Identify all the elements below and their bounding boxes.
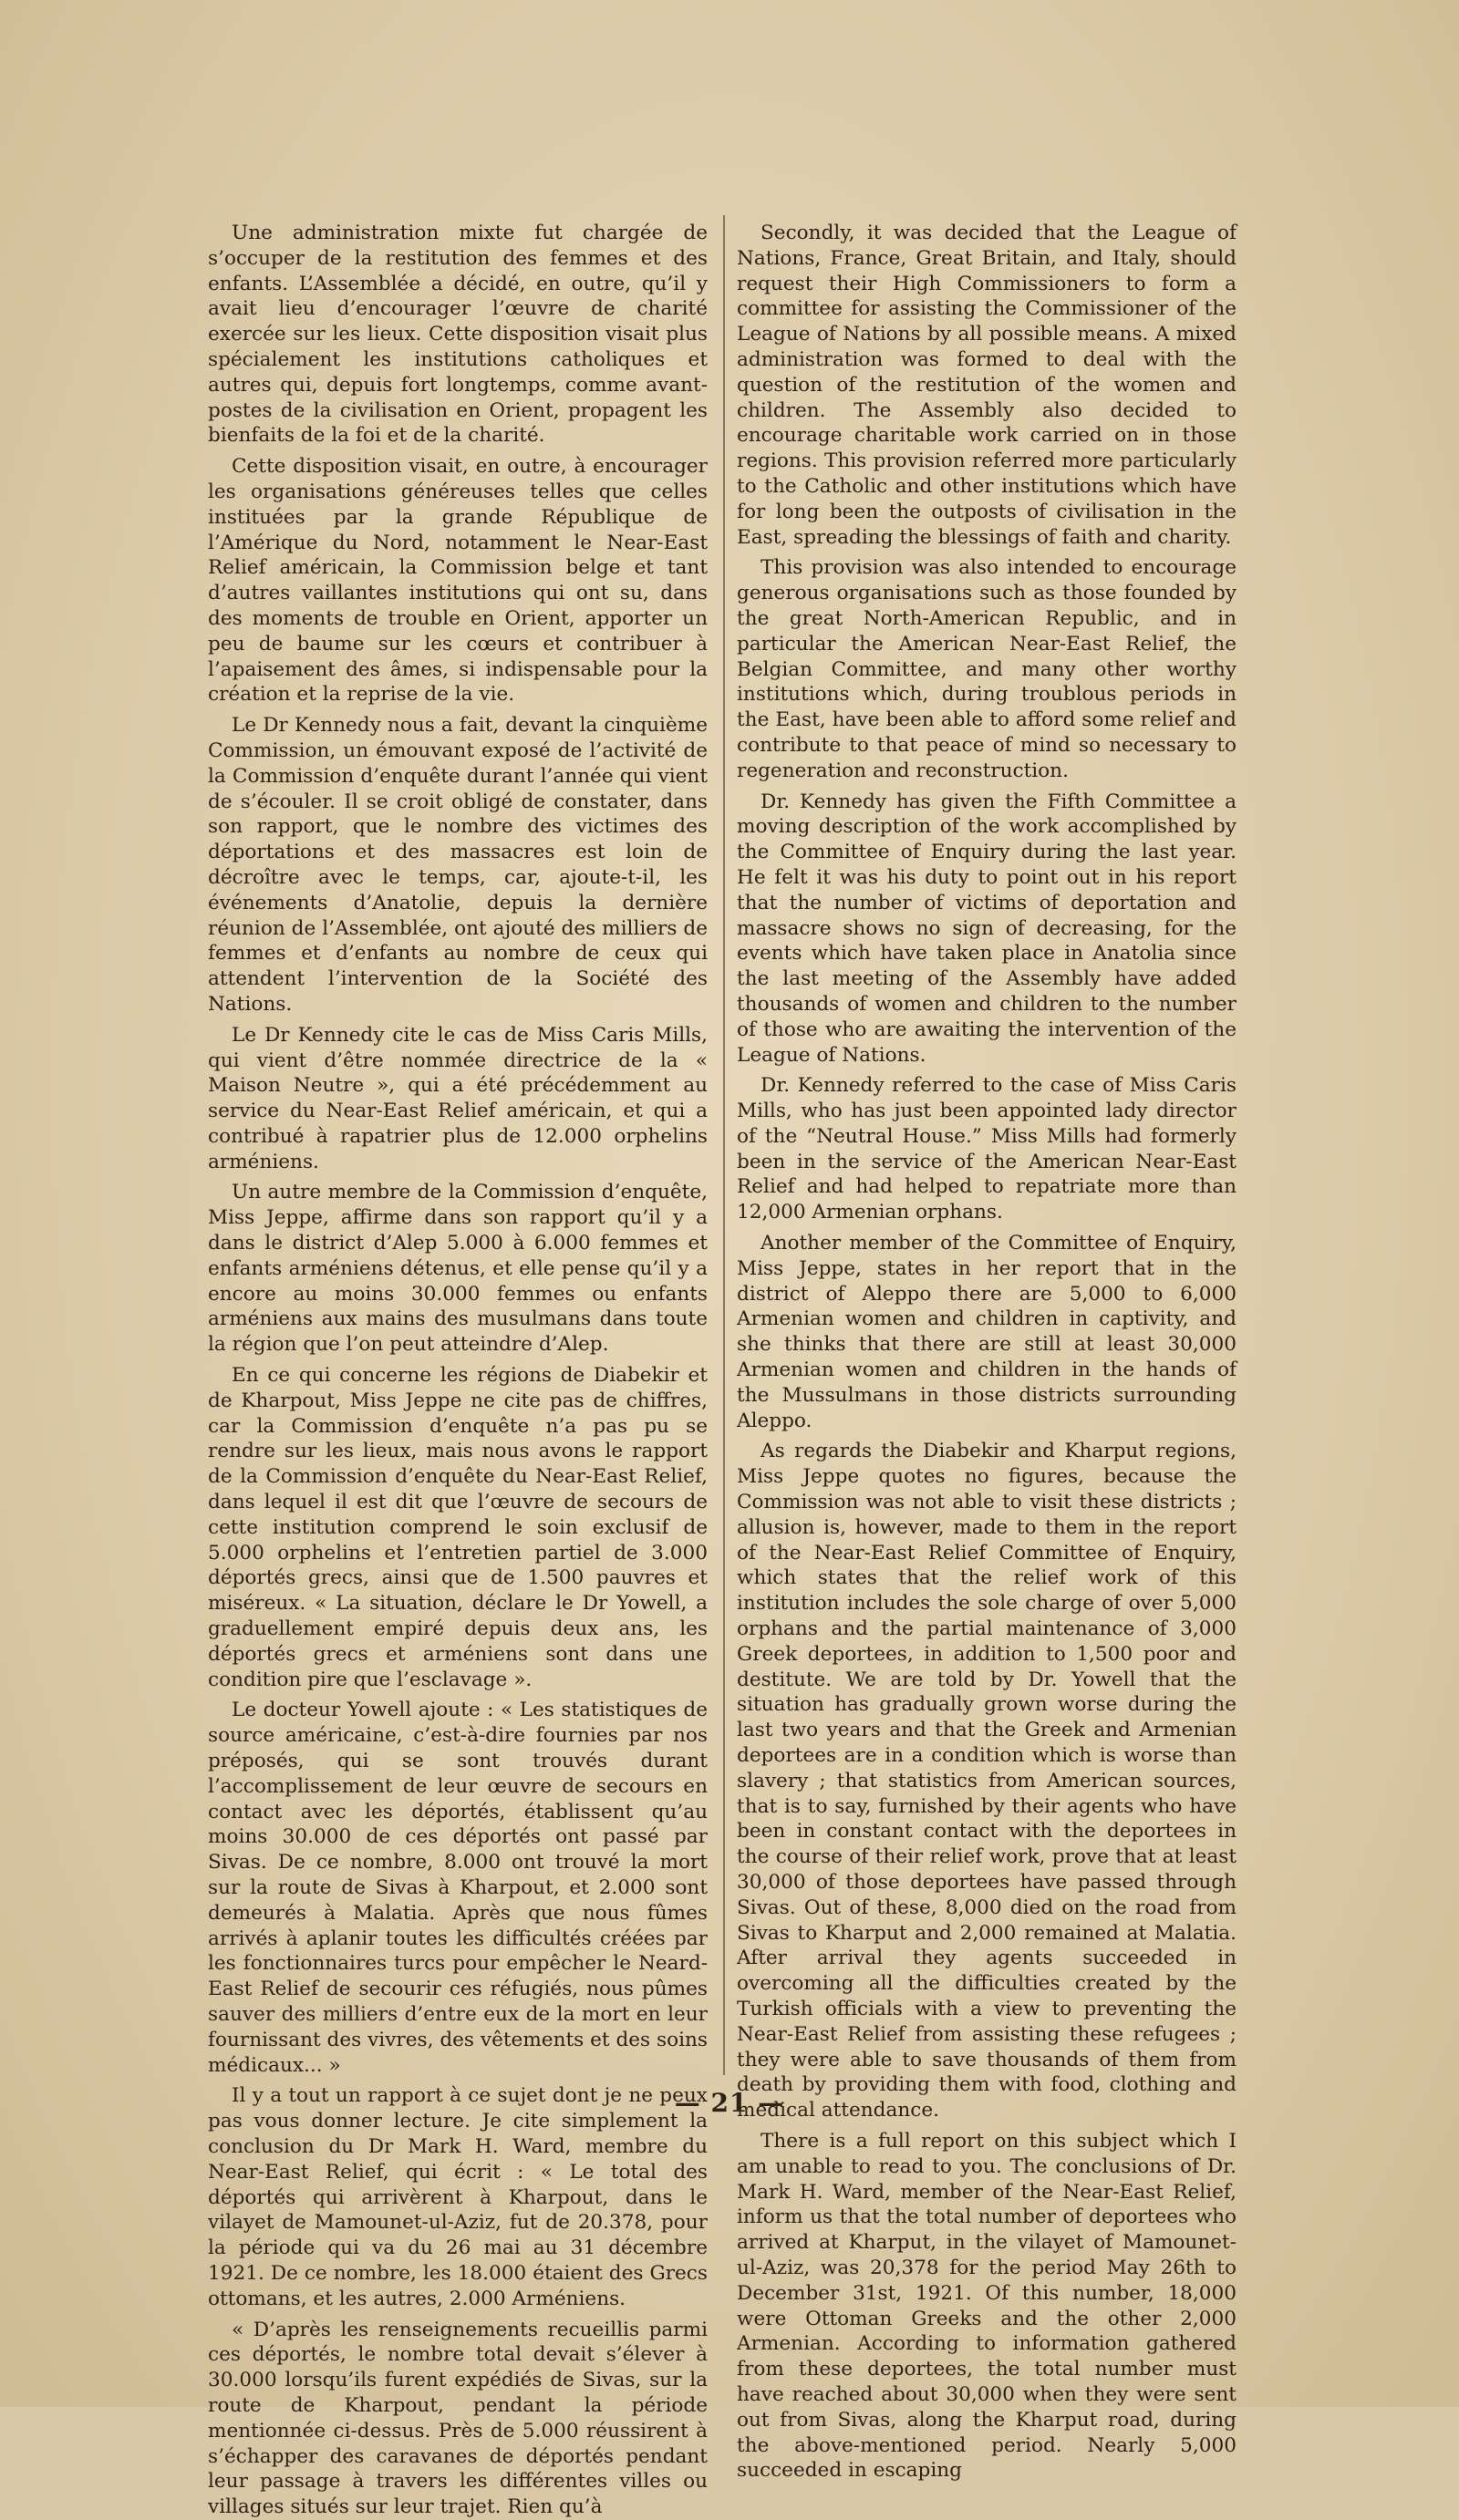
french-paragraph-4: Le Dr Kennedy cite le cas de Miss Caris Mills, qui vient d’être nommée directrice de la « Maison Neutre », qui a été précédemment au service du Near-East Relief américain, et qui a contribué à rapatrier plus de 12.000 orphelins arméniens. bbox=[208, 1023, 708, 1173]
english-paragraph-2: This provision was also intended to encourage generous organisations such as those founded by the great North-American Republic, and in particular the American Near-East Relief, the Belgian Committee, and many other worthy institutions which, during troublous periods in the East, have been able to afford some relief and contribute to that peace of mind so necessary to regeneration and reconstruction. bbox=[737, 556, 1237, 782]
french-paragraph-1: Une administration mixte fut chargée de s’occuper de la restitution des femmes et des enfants. L’Assemblée a décidé, en outre, qu’il y avait lieu d’encourager l’œuvre de charité exercée sur les lieux. Cette disposition visait plus spécialement les institutions catholiques et autres qui, depuis fort longtemps, comme avant-postes de la civilisation en Orient, propagent les bienfaits de la foi et de la charité. bbox=[208, 222, 708, 448]
french-paragraph-7: Le docteur Yowell ajoute : « Les statistiques de source américaine, c’est-à-dire fournies par nos préposés, qui se sont trouvés durant l’accomplissement de leur œuvre de secours en contact avec les déportés, établissent qu’au moins 30.000 de ces déportés ont passé par Sivas. De ce nombre, 8.000 ont trouvé la mort sur la route de Sivas à Kharpout, et 2.000 sont demeurés à Malatia. Après que nous fûmes arrivés à aplanir toutes les difficultés créées par les fonctionnaires turcs pour empêcher le Neard-East Relief de secourir ces réfugiés, nous pûmes sauver des milliers d’entre eux de la mort en leur fournissant des vivres, des vêtements et des soins médicaux... » bbox=[208, 1699, 708, 2077]
english-column bbox=[737, 221, 1237, 2483]
english-paragraph-1: Secondly, it was decided that the League of Nations, France, Great Britain, and Italy, should request their High Commissioners to form a committee for assisting the Commissioner of the League of Nations by all possible means. A mixed administration was formed to deal with the question of the restitution of the women and children. The Assembly also decided to encourage charitable work carried on in those regions. This provision referred more particularly to the Catholic and other institutions which have for long been the outposts of civilisation in the East, spreading the blessings of faith and charity. bbox=[737, 222, 1237, 549]
french-paragraph-8: Il y a tout un rapport à ce sujet dont je ne peux pas vous donner lecture. Je cite simplement la conclusion du Dr Mark H. Ward, membre du Near-East Relief, qui écrit : « Le total des déportés qui arrivèrent à Kharpout, dans le vilayet de Mamounet-ul-Aziz, fut de 20.378, pour la période qui va du 26 mai au 31 décembre 1921. De ce nombre, les 18.000 étaient des Grecs ottomans, et les autres, 2.000 Arméniens. bbox=[208, 2084, 708, 2310]
english-paragraph-5: Another member of the Committee of Enquiry, Miss Jeppe, states in her report that in the district of Aleppo there are 5,000 to 6,000 Armenian women and children in captivity, and she thinks that there are still at least 30,000 Armenian women and children in the hands of the Mussulmans in those districts surrounding Aleppo. bbox=[737, 1232, 1237, 1432]
column-divider bbox=[723, 215, 725, 2075]
english-paragraph-7: There is a full report on this subject which I am unable to read to you. The conclusions of Dr. Mark H. Ward, member of the Near-East Relief, inform us that the total number of deportees who arrived at Kharput, in the vilayet of Mamounet-ul-Aziz, was 20,378 for the period May 26th to December 31st, 1921. Of this number, 18,000 were Ottoman Greeks and the other 2,000 Armenian. According to information gathered from these deportees, the total number must have reached about 30,000 when they were sent out from Sivas, along the Kharput road, during the above-mentioned period. Nearly 5,000 succeeded in escaping bbox=[737, 2129, 1237, 2483]
french-paragraph-9: « D’après les renseignements recueillis parmi ces déportés, le nombre total devait s’élever à 30.000 lorsqu’ils furent expédiés de Sivas, sur la route de Kharpout, pendant la période mentionnée ci-dessus. Près de 5.000 réussirent à s’échapper des caravanes de déportés pendant leur passage à travers les différentes villes ou villages situés sur leur trajet. Rien qu’à bbox=[208, 2318, 708, 2519]
french-paragraph-3: Le Dr Kennedy nous a fait, devant la cinquième Commission, un émouvant exposé de l’activité de la Commission d’enquête durant l’année qui vient de s’écouler. Il se croit obligé de constater, dans son rapport, que le nombre des victimes des déportations et des massacres est loin de décroître avec le temps, car, ajoute-t-il, les événements d’Anatolie, depuis la dernière réunion de l’Assemblée, ont ajouté des milliers de femmes et d’enfants au nombre de ceux qui attendent l’intervention de la Société des Nations. bbox=[208, 714, 708, 1016]
french-column bbox=[208, 221, 708, 2519]
page-number: — 21 — bbox=[674, 2088, 785, 2118]
english-paragraph-3: Dr. Kennedy has given the Fifth Committee a moving description of the work accomplished by the Committee of Enquiry during the last year. He felt it was his duty to point out in his report that the number of victims of deportation and massacre shows no sign of decreasing, for the events which have taken place in Anatolia since the last meeting of the Assembly have added thousands of women and children to the number of those who are awaiting the intervention of the League of Nations. bbox=[737, 790, 1237, 1067]
french-paragraph-6: En ce qui concerne les régions de Diabekir et de Kharpout, Miss Jeppe ne cite pas de chiffres, car la Commission d’enquête n’a pas pu se rendre sur les lieux, mais nous avons le rapport de la Commission d’enquête du Near-East Relief, dans lequel il est dit que l’œuvre de secours de cette institution comprend le soin exclusif de 5.000 orphelins et l’entretien partiel de 3.000 déportés grecs, ainsi que de 1.500 pauvres et miséreux. « La situation, déclare le Dr Yowell, a graduellement empiré depuis deux ans, les déportés grecs et arméniens sont dans une condition pire que l’esclavage ». bbox=[208, 1364, 708, 1691]
english-paragraph-6: As regards the Diabekir and Kharput regions, Miss Jeppe quotes no figures, because the Commission was not able to visit these districts ; allusion is, however, made to them in the report of the Near-East Relief Committee of Enquiry, which states that the relief work of this institution includes the sole charge of over 5,000 orphans and the partial maintenance of 3,000 Greek deportees, in addition to 1,500 poor and destitute. We are told by Dr. Yowell that the situation has gradually grown worse during the last two years and that the Greek and Armenian deportees are in a condition which is worse than slavery ; that statistics from American sources, that is to say, furnished by their agents who have been in constant contact with the deportees in the course of their relief work, prove that at least 30,000 of those deportees have passed through Sivas. Out of these, 8,000 died on the road from Sivas to Kharput and 2,000 remained at Malatia. After arrival they agents succeeded in overcoming all the difficulties created by the Turkish officials with a view to preventing the Near-East Relief from assisting these refugees ; they were able to save thousands of them from death by providing them with food, clothing and medical attendance. bbox=[737, 1440, 1237, 2122]
french-paragraph-5: Un autre membre de la Commission d’enquête, Miss Jeppe, affirme dans son rapport qu’il y a dans le district d’Alep 5.000 à 6.000 femmes et enfants arméniens détenus, et elle pense qu’il y a encore au moins 30.000 femmes ou enfants arméniens aux mains des musulmans dans toute la région que l’on peut atteindre d’Alep. bbox=[208, 1181, 708, 1357]
french-paragraph-2: Cette disposition visait, en outre, à encourager les organisations généreuses telles que celles instituées par la grande République de l’Amérique du Nord, notamment le Near-East Relief américain, la Commission belge et tant d’autres vaillantes institutions qui ont su, dans des moments de trouble en Orient, apporter un peu de baume sur les cœurs et contribuer à l’apaisement des âmes, si indispensable pour la création et la reprise de la vie. bbox=[208, 455, 708, 707]
english-paragraph-4: Dr. Kennedy referred to the case of Miss Caris Mills, who has just been appointed lady director of the “Neutral House.” Miss Mills had formerly been in the service of the American Near-East Relief and had helped to repatriate more than 12,000 Armenian orphans. bbox=[737, 1074, 1237, 1224]
